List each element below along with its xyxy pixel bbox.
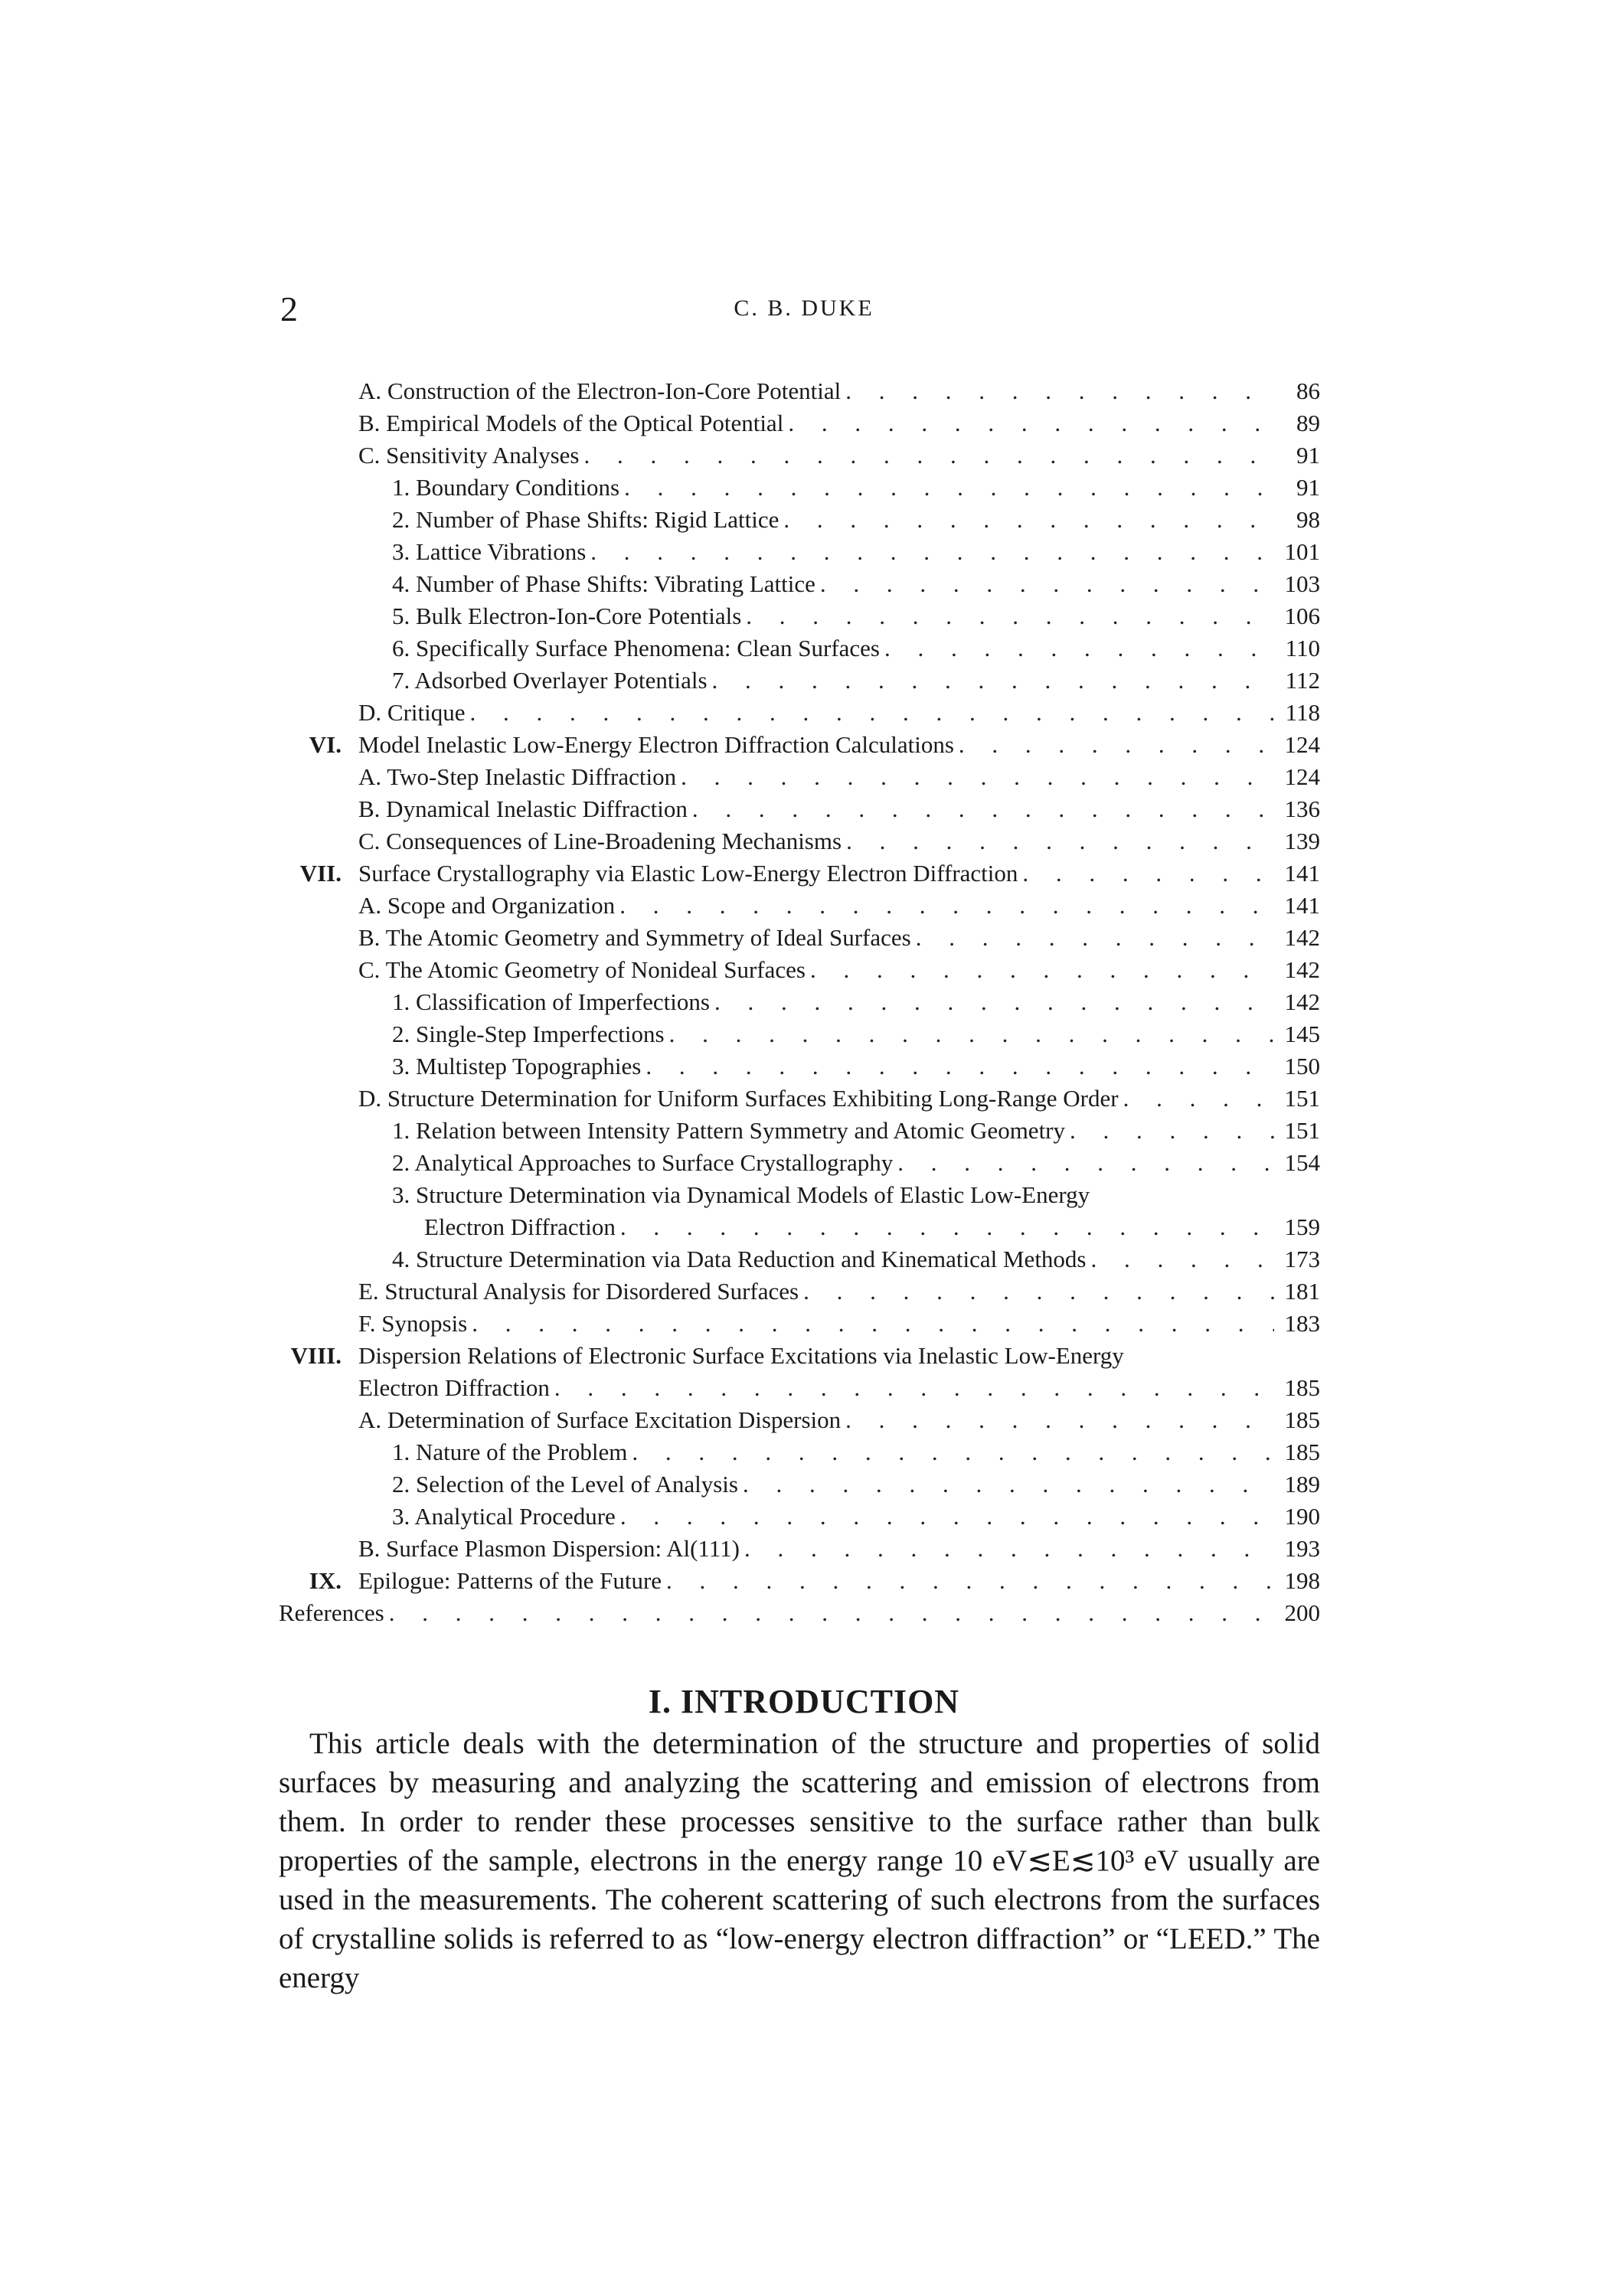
toc-entry xyxy=(279,472,1320,504)
toc-entry-label: 1. Relation between Intensity Pattern Symmetry and Atomic Geometry xyxy=(392,1117,1066,1144)
toc-entry-label: 2. Analytical Approaches to Surface Crystallography xyxy=(392,1149,894,1176)
toc-entry xyxy=(279,1147,1320,1179)
toc-entry-label: A. Construction of the Electron-Ion-Core Potential xyxy=(358,377,842,404)
toc-entry xyxy=(279,1597,1320,1629)
dot-leader xyxy=(624,472,1274,504)
toc-entry-label: C. Sensitivity Analyses xyxy=(358,442,580,469)
toc-entry-label: 2. Single-Step Imperfections xyxy=(392,1021,665,1047)
toc-entry-label: 3. Analytical Procedure xyxy=(392,1503,616,1530)
dot-leader xyxy=(470,697,1275,729)
dot-leader xyxy=(1070,1115,1274,1147)
toc-entry-label: A. Determination of Surface Excitation Dispersion xyxy=(358,1406,842,1433)
dot-leader xyxy=(743,1468,1274,1501)
toc-entry-label-line1: Dispersion Relations of Electronic Surface Excitations via Inelastic Low-Energy xyxy=(358,1342,1124,1369)
toc-entry xyxy=(279,568,1320,600)
toc-entry-label-line1: 3. Structure Determination via Dynamical Models of Elastic Low-Energy xyxy=(392,1181,1090,1208)
page-header xyxy=(0,286,1608,332)
toc-entry xyxy=(279,1018,1320,1050)
dot-leader xyxy=(389,1597,1274,1629)
dot-leader xyxy=(845,1404,1274,1436)
toc-page-number: 142 xyxy=(1284,956,1320,983)
toc-entry-label: 7. Adsorbed Overlayer Potentials xyxy=(392,667,708,694)
toc-entry-label: Model Inelastic Low-Energy Electron Diffraction Calculations xyxy=(358,731,954,758)
toc-entry-label: 1. Boundary Conditions xyxy=(392,474,620,501)
toc-page-number: 154 xyxy=(1284,1149,1320,1176)
toc-page-number: 183 xyxy=(1284,1310,1320,1337)
toc-page-number: 151 xyxy=(1284,1117,1320,1144)
body-paragraph: This article deals with the determination of the structure and properties of solid surfaces by measuring and analyzing the scattering and emission of electrons from them. In order to render these processes sensitive to the surface rather than bulk properties of the sample, electrons in the energy range 10 eV≲E≲10³ eV usually are used in the measurements. The coherent scattering of such electrons from the surfaces of crystalline solids is referred to as “low-energy electron diffraction” or “LEED.” The energy xyxy=(279,1727,1320,1994)
toc-entry xyxy=(279,761,1320,793)
toc-entry-label: A. Two-Step Inelastic Diffraction xyxy=(358,763,677,790)
toc-entry-label: 6. Specifically Surface Phenomena: Clean Surfaces xyxy=(392,635,880,661)
toc-page-number: 124 xyxy=(1284,763,1320,790)
toc-entry xyxy=(279,1115,1320,1147)
toc-entry-label: 3. Multistep Topographies xyxy=(392,1053,642,1079)
dot-leader xyxy=(897,1147,1274,1179)
toc-entry xyxy=(279,1340,1320,1404)
toc-page-number: 142 xyxy=(1284,988,1320,1015)
toc-page-number: 185 xyxy=(1284,1374,1320,1401)
dot-leader xyxy=(620,1501,1274,1533)
toc-entry-label: D. Structure Determination for Uniform Surfaces Exhibiting Long-Range Order xyxy=(358,1085,1119,1112)
toc-entry xyxy=(279,665,1320,697)
toc-entry xyxy=(279,1308,1320,1340)
toc-entry-label: 4. Number of Phase Shifts: Vibrating Lattice xyxy=(392,570,815,597)
toc-entry xyxy=(279,1243,1320,1275)
toc-page-number: 151 xyxy=(1284,1085,1320,1112)
dot-leader xyxy=(620,1211,1274,1243)
toc-entry xyxy=(279,536,1320,568)
dot-leader xyxy=(846,825,1274,857)
dot-leader xyxy=(820,568,1274,600)
dot-leader xyxy=(590,536,1274,568)
toc-page-number: 198 xyxy=(1284,1567,1320,1594)
toc-entry-label: B. The Atomic Geometry and Symmetry of Ideal Surfaces xyxy=(358,924,911,951)
toc-page-number: 103 xyxy=(1284,570,1320,597)
running-head: C. B. DUKE xyxy=(734,296,874,321)
toc-entry-label: F. Synopsis xyxy=(358,1310,468,1337)
toc-entry-label: B. Empirical Models of the Optical Potential xyxy=(358,410,784,436)
toc-entry xyxy=(279,1468,1320,1501)
toc-entry xyxy=(279,632,1320,665)
toc-entry-label: 5. Bulk Electron-Ion-Core Potentials xyxy=(392,603,742,629)
toc-page-number: 181 xyxy=(1284,1278,1320,1305)
toc-page-number: 189 xyxy=(1284,1471,1320,1497)
toc-entry xyxy=(279,1404,1320,1436)
toc-entry-label: References xyxy=(279,1599,384,1626)
dot-leader xyxy=(845,375,1274,407)
toc-page-number: 124 xyxy=(1284,731,1320,758)
toc-page-number: 190 xyxy=(1284,1503,1320,1530)
toc-page-number: 200 xyxy=(1284,1599,1320,1626)
toc-page-number: 89 xyxy=(1296,410,1320,436)
toc-entry xyxy=(279,986,1320,1018)
toc-entry-label: C. Consequences of Line-Broadening Mechanisms xyxy=(358,828,842,854)
toc-entry xyxy=(279,890,1320,922)
toc-page-number: 193 xyxy=(1284,1535,1320,1562)
toc-entry-label: E. Structural Analysis for Disordered Surfaces xyxy=(358,1278,799,1305)
dot-leader xyxy=(681,761,1274,793)
table-of-contents xyxy=(279,375,1320,1629)
toc-roman-numeral: VIII. xyxy=(290,1342,342,1369)
toc-page-number: 173 xyxy=(1284,1246,1320,1272)
toc-entry-label: Electron Diffraction xyxy=(358,1374,550,1401)
toc-page-number: 185 xyxy=(1284,1406,1320,1433)
toc-entry xyxy=(279,1436,1320,1468)
dot-leader xyxy=(884,632,1274,665)
toc-entry xyxy=(279,922,1320,954)
toc-entry xyxy=(279,954,1320,986)
toc-entry-label: C. The Atomic Geometry of Nonideal Surfaces xyxy=(358,956,806,983)
toc-page-number: 112 xyxy=(1285,667,1320,694)
dot-leader xyxy=(712,665,1274,697)
dot-leader xyxy=(692,793,1274,825)
toc-page-number: 91 xyxy=(1296,474,1320,501)
toc-entry xyxy=(279,1050,1320,1083)
section-heading: I. INTRODUCTION xyxy=(648,1683,960,1721)
toc-entry xyxy=(279,1275,1320,1308)
toc-page-number: 136 xyxy=(1284,795,1320,822)
dot-leader xyxy=(746,600,1274,632)
toc-page-number: 145 xyxy=(1284,1021,1320,1047)
dot-leader xyxy=(645,1050,1274,1083)
toc-entry-label: Epilogue: Patterns of the Future xyxy=(358,1567,662,1594)
toc-entry xyxy=(279,1565,1320,1597)
dot-leader xyxy=(1123,1083,1274,1115)
dot-leader xyxy=(472,1308,1274,1340)
toc-entry-label: Electron Diffraction xyxy=(424,1213,616,1240)
page-number: 2 xyxy=(280,289,298,328)
dot-leader xyxy=(788,407,1274,439)
toc-entry xyxy=(279,504,1320,536)
toc-roman-numeral: IX. xyxy=(309,1567,342,1594)
toc-roman-numeral: VII. xyxy=(299,860,342,887)
toc-entry-label: 4. Structure Determination via Data Reduction and Kinematical Methods xyxy=(392,1246,1087,1272)
dot-leader xyxy=(803,1275,1274,1308)
toc-page-number: 118 xyxy=(1285,699,1320,726)
toc-page-number: 101 xyxy=(1284,538,1320,565)
toc-entry xyxy=(279,439,1320,472)
toc-page-number: 91 xyxy=(1296,442,1320,469)
toc-entry xyxy=(279,600,1320,632)
toc-entry-label: Surface Crystallography via Elastic Low-Energy Electron Diffraction xyxy=(358,860,1018,887)
toc-entry-label: B. Surface Plasmon Dispersion: Al(111) xyxy=(358,1535,740,1562)
toc-page-number: 139 xyxy=(1284,828,1320,854)
dot-leader xyxy=(666,1565,1274,1597)
toc-roman-numeral: VI. xyxy=(309,731,342,758)
toc-entry-label: 2. Number of Phase Shifts: Rigid Lattice xyxy=(392,506,779,533)
dot-leader xyxy=(669,1018,1274,1050)
toc-page-number: 98 xyxy=(1296,506,1320,533)
dot-leader xyxy=(959,729,1274,761)
toc-entry xyxy=(279,407,1320,439)
toc-entry xyxy=(279,857,1320,890)
dot-leader xyxy=(810,954,1274,986)
toc-page-number: 159 xyxy=(1284,1213,1320,1240)
toc-entry xyxy=(279,697,1320,729)
toc-entry-label: B. Dynamical Inelastic Diffraction xyxy=(358,795,688,822)
toc-entry-label: 3. Lattice Vibrations xyxy=(392,538,587,565)
toc-entry-label: 1. Nature of the Problem xyxy=(392,1439,628,1465)
dot-leader xyxy=(744,1533,1274,1565)
toc-page-number: 141 xyxy=(1284,892,1320,919)
toc-entry-label: D. Critique xyxy=(358,699,466,726)
toc-entry xyxy=(279,729,1320,761)
toc-entry xyxy=(279,825,1320,857)
dot-leader xyxy=(1091,1243,1275,1275)
dot-leader xyxy=(714,986,1274,1018)
dot-leader xyxy=(916,922,1274,954)
toc-page-number: 106 xyxy=(1284,603,1320,629)
toc-page-number: 150 xyxy=(1284,1053,1320,1079)
toc-page-number: 86 xyxy=(1296,377,1320,404)
toc-entry xyxy=(279,1501,1320,1533)
toc-entry-label: 1. Classification of Imperfections xyxy=(392,988,710,1015)
toc-page-number: 142 xyxy=(1284,924,1320,951)
dot-leader xyxy=(1022,857,1274,890)
toc-entry xyxy=(279,1533,1320,1565)
toc-page-number: 185 xyxy=(1284,1439,1320,1465)
toc-entry xyxy=(279,375,1320,407)
dot-leader xyxy=(632,1436,1274,1468)
toc-page-number: 141 xyxy=(1284,860,1320,887)
dot-leader xyxy=(783,504,1274,536)
toc-entry-label: A. Scope and Organization xyxy=(358,892,616,919)
dot-leader xyxy=(619,890,1274,922)
dot-leader xyxy=(554,1372,1274,1404)
toc-entry xyxy=(279,793,1320,825)
dot-leader xyxy=(584,439,1275,472)
toc-entry-label: 2. Selection of the Level of Analysis xyxy=(392,1471,738,1497)
toc-entry xyxy=(279,1179,1320,1243)
toc-entry xyxy=(279,1083,1320,1115)
toc-page-number: 110 xyxy=(1285,635,1320,661)
